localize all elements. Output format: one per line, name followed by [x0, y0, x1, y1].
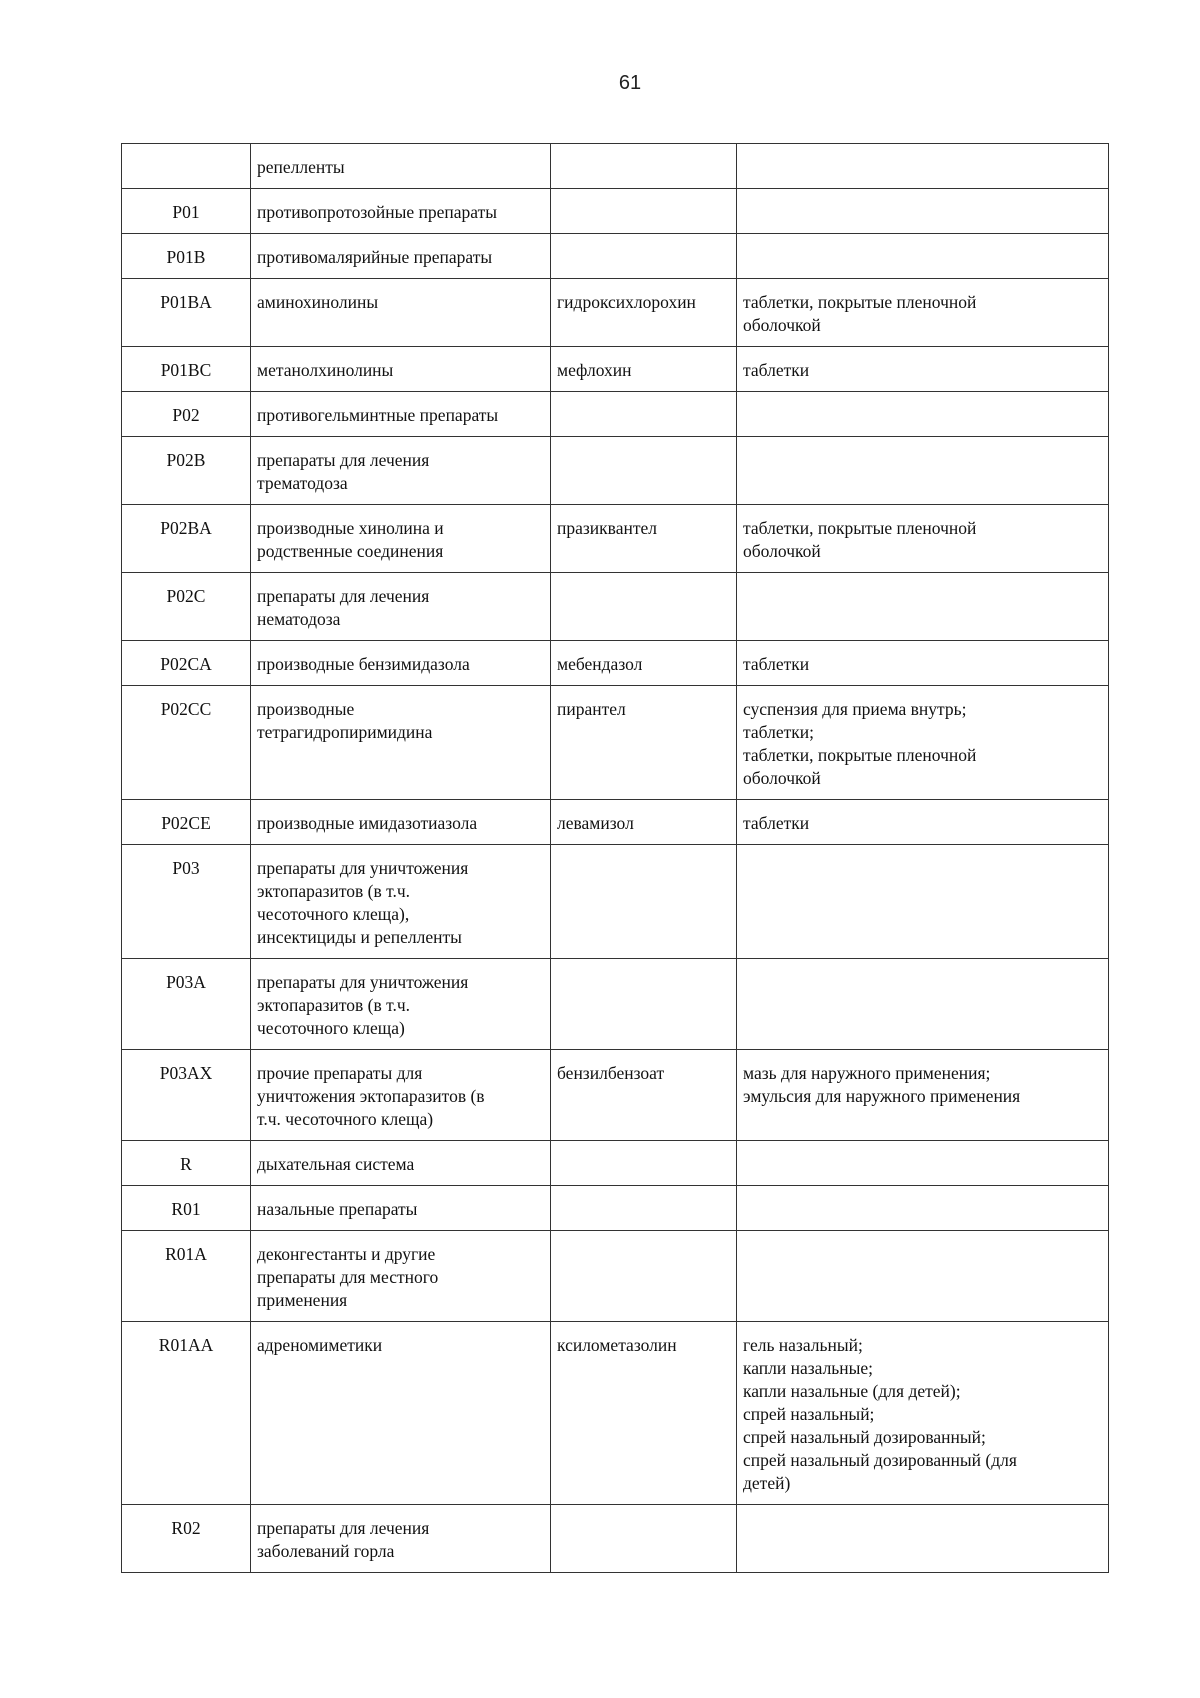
- atc-code-cell: P02: [122, 392, 251, 437]
- dosage-form-cell: [737, 437, 1109, 505]
- atc-code-cell: P02CE: [122, 800, 251, 845]
- group-name-cell: аминохинолины: [251, 279, 551, 347]
- group-name-cell: препараты для уничтожения эктопаразитов (в т.ч. чесоточного клеща), инсектициды и репелленты: [251, 845, 551, 959]
- dosage-form-cell: таблетки: [737, 800, 1109, 845]
- group-name-cell: противогельминтные препараты: [251, 392, 551, 437]
- drug-table: [121, 143, 1109, 1573]
- drug-name-cell: [551, 1141, 737, 1186]
- dosage-form-cell: таблетки, покрытые пленочной оболочкой: [737, 505, 1109, 573]
- table-row: [122, 686, 1109, 800]
- group-name-cell: репелленты: [251, 144, 551, 189]
- drug-name-cell: празиквантел: [551, 505, 737, 573]
- atc-code-cell: P01: [122, 189, 251, 234]
- dosage-form-cell: [737, 144, 1109, 189]
- drug-name-cell: пирантел: [551, 686, 737, 800]
- table-row: [122, 437, 1109, 505]
- atc-code-cell: P01BC: [122, 347, 251, 392]
- atc-code-cell: P01B: [122, 234, 251, 279]
- atc-code-cell: R01A: [122, 1231, 251, 1322]
- group-name-cell: противомалярийные препараты: [251, 234, 551, 279]
- drug-name-cell: [551, 1231, 737, 1322]
- atc-code-cell: P02CA: [122, 641, 251, 686]
- table-body: [122, 144, 1109, 1573]
- dosage-form-cell: [737, 1186, 1109, 1231]
- page-number: 61: [618, 72, 642, 94]
- drug-name-cell: [551, 1505, 737, 1573]
- drug-name-cell: мефлохин: [551, 347, 737, 392]
- group-name-cell: препараты для лечения трематодоза: [251, 437, 551, 505]
- drug-name-cell: [551, 959, 737, 1050]
- dosage-form-cell: [737, 1141, 1109, 1186]
- atc-code-cell: R: [122, 1141, 251, 1186]
- drug-name-cell: [551, 189, 737, 234]
- atc-code-cell: P03AX: [122, 1050, 251, 1141]
- group-name-cell: деконгестанты и другие препараты для местного применения: [251, 1231, 551, 1322]
- dosage-form-cell: мазь для наружного применения; эмульсия для наружного применения: [737, 1050, 1109, 1141]
- table-row: [122, 1050, 1109, 1141]
- dosage-form-cell: суспензия для приема внутрь; таблетки; таблетки, покрытые пленочной оболочкой: [737, 686, 1109, 800]
- drug-name-cell: [551, 234, 737, 279]
- drug-name-cell: [551, 573, 737, 641]
- table-row: [122, 1186, 1109, 1231]
- dosage-form-cell: [737, 845, 1109, 959]
- drug-name-cell: левамизол: [551, 800, 737, 845]
- group-name-cell: прочие препараты для уничтожения эктопаразитов (в т.ч. чесоточного клеща): [251, 1050, 551, 1141]
- table-row: [122, 1231, 1109, 1322]
- drug-name-cell: бензилбензоат: [551, 1050, 737, 1141]
- group-name-cell: препараты для лечения нематодоза: [251, 573, 551, 641]
- drug-name-cell: [551, 392, 737, 437]
- table-row: [122, 279, 1109, 347]
- dosage-form-cell: таблетки: [737, 347, 1109, 392]
- table-row: [122, 573, 1109, 641]
- atc-code-cell: R01: [122, 1186, 251, 1231]
- table-row: [122, 234, 1109, 279]
- table-row: [122, 1322, 1109, 1505]
- dosage-form-cell: таблетки, покрытые пленочной оболочкой: [737, 279, 1109, 347]
- table-row: [122, 800, 1109, 845]
- atc-code-cell: P02C: [122, 573, 251, 641]
- group-name-cell: дыхательная система: [251, 1141, 551, 1186]
- atc-code-cell: P03: [122, 845, 251, 959]
- table-row: [122, 845, 1109, 959]
- dosage-form-cell: [737, 573, 1109, 641]
- atc-code-cell: P02BA: [122, 505, 251, 573]
- group-name-cell: назальные препараты: [251, 1186, 551, 1231]
- table-row: [122, 959, 1109, 1050]
- drug-name-cell: [551, 144, 737, 189]
- dosage-form-cell: [737, 234, 1109, 279]
- dosage-form-cell: [737, 959, 1109, 1050]
- atc-code-cell: R01AA: [122, 1322, 251, 1505]
- group-name-cell: метанолхинолины: [251, 347, 551, 392]
- dosage-form-cell: [737, 189, 1109, 234]
- group-name-cell: препараты для лечения заболеваний горла: [251, 1505, 551, 1573]
- drug-name-cell: гидроксихлорохин: [551, 279, 737, 347]
- drug-name-cell: ксилометазолин: [551, 1322, 737, 1505]
- atc-code-cell: [122, 144, 251, 189]
- drug-name-cell: [551, 1186, 737, 1231]
- group-name-cell: производные тетрагидропиримидина: [251, 686, 551, 800]
- table-row: [122, 392, 1109, 437]
- atc-code-cell: P03A: [122, 959, 251, 1050]
- table-row: [122, 1141, 1109, 1186]
- dosage-form-cell: [737, 1505, 1109, 1573]
- group-name-cell: производные бензимидазола: [251, 641, 551, 686]
- drug-name-cell: [551, 845, 737, 959]
- table-row: [122, 144, 1109, 189]
- drug-name-cell: мебендазол: [551, 641, 737, 686]
- group-name-cell: производные хинолина и родственные соединения: [251, 505, 551, 573]
- drug-name-cell: [551, 437, 737, 505]
- atc-code-cell: P02CC: [122, 686, 251, 800]
- group-name-cell: противопротозойные препараты: [251, 189, 551, 234]
- table-row: [122, 505, 1109, 573]
- dosage-form-cell: [737, 392, 1109, 437]
- atc-code-cell: P01BA: [122, 279, 251, 347]
- table-row: [122, 641, 1109, 686]
- dosage-form-cell: таблетки: [737, 641, 1109, 686]
- table-row: [122, 1505, 1109, 1573]
- group-name-cell: адреномиметики: [251, 1322, 551, 1505]
- dosage-form-cell: [737, 1231, 1109, 1322]
- atc-code-cell: P02B: [122, 437, 251, 505]
- table-row: [122, 347, 1109, 392]
- group-name-cell: производные имидазотиазола: [251, 800, 551, 845]
- table-row: [122, 189, 1109, 234]
- group-name-cell: препараты для уничтожения эктопаразитов (в т.ч. чесоточного клеща): [251, 959, 551, 1050]
- dosage-form-cell: гель назальный; капли назальные; капли назальные (для детей); спрей назальный; спрей назальный дозированный; спрей назальный дозированный (для детей): [737, 1322, 1109, 1505]
- atc-code-cell: R02: [122, 1505, 251, 1573]
